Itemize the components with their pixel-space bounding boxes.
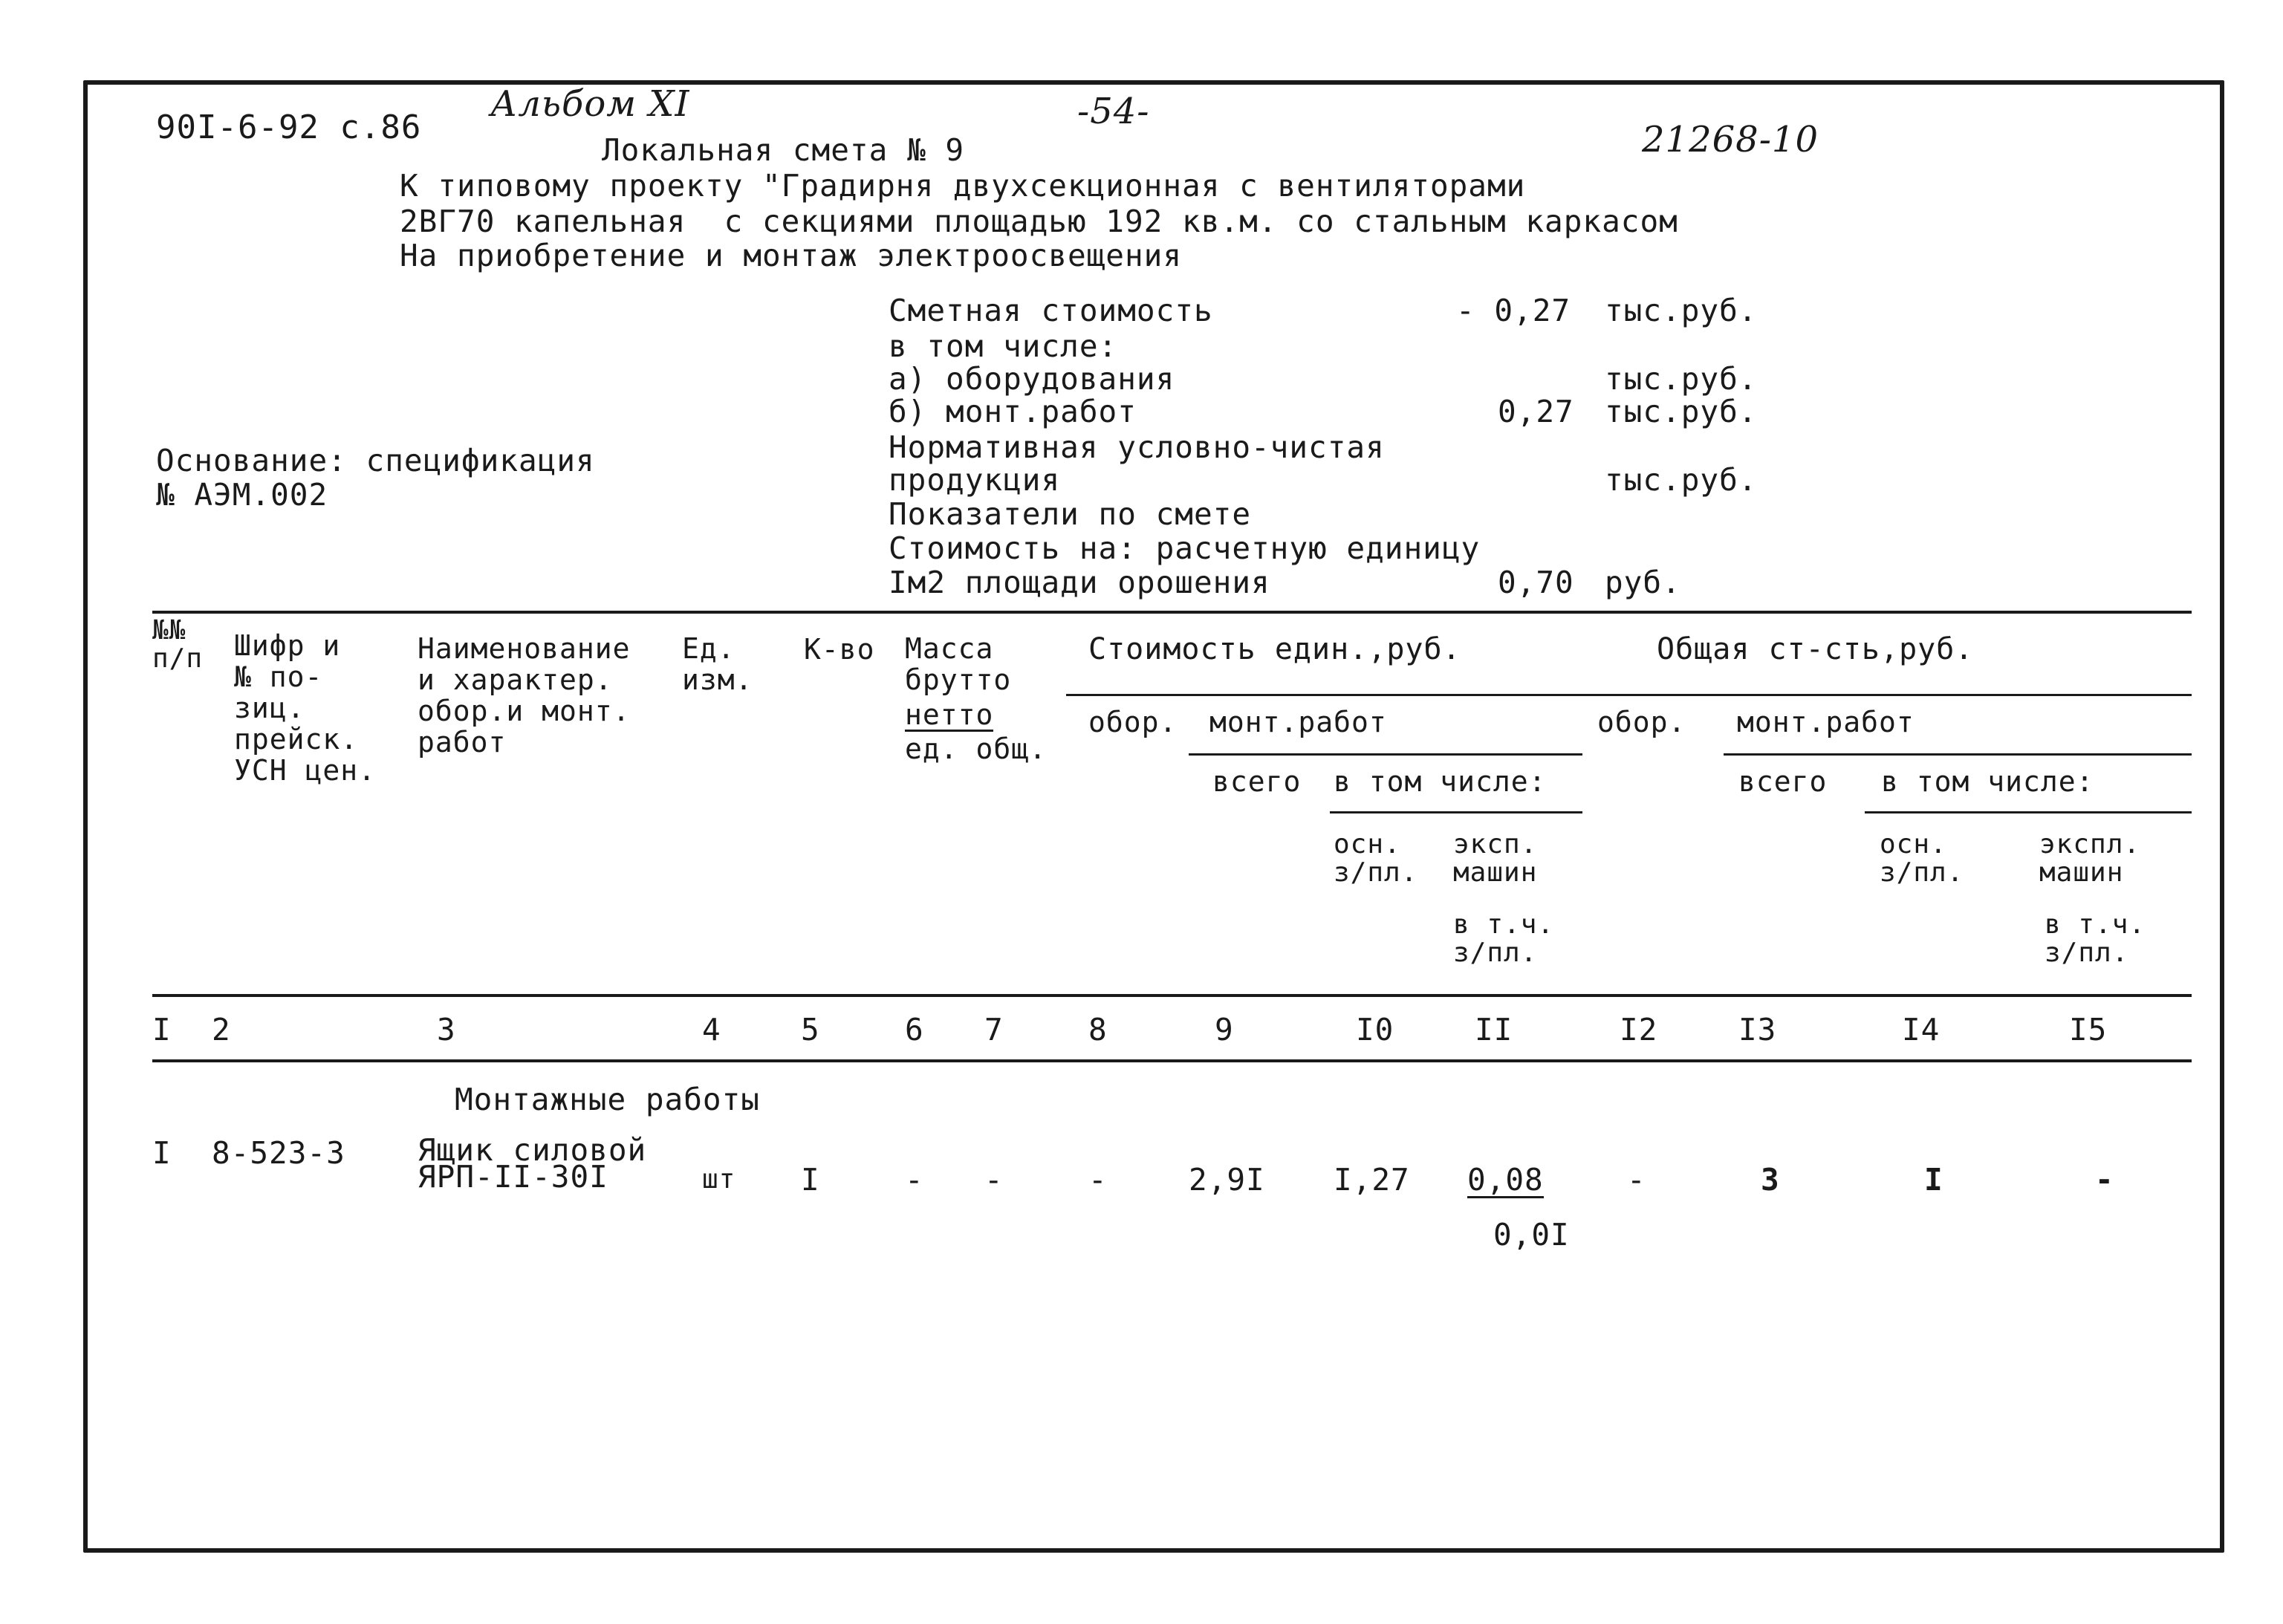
- header-rule-2b: [1724, 753, 2192, 756]
- indicators-label: Показатели по смете: [889, 496, 1251, 532]
- row-install-total: 2,9I: [1189, 1162, 1265, 1198]
- header-line-3: На приобретение и монтаж электроосвещения: [400, 238, 1183, 273]
- unit-wage-header: осн. з/пл.: [1334, 829, 1418, 888]
- table-top-rule: [152, 611, 2192, 614]
- equip-label: а) оборудования: [889, 361, 1175, 397]
- row-wage-sum: I: [1924, 1162, 1943, 1198]
- colnum-15: I5: [2069, 1012, 2108, 1048]
- cost-unit: тыс.руб.: [1605, 293, 1758, 328]
- total-all-header: всего: [1738, 765, 1828, 798]
- header-line-2: 2ВГ70 капельная с секциями площадью 192 кв.м. со стальным каркасом: [400, 204, 1678, 239]
- norm-unit: тыс.руб.: [1605, 462, 1758, 498]
- basis-line-1: Основание: спецификация: [156, 443, 595, 478]
- header-rule-1: [1066, 694, 2192, 696]
- install-value: 0,27: [1498, 394, 1574, 429]
- basis-line-2: № АЭМ.002: [156, 477, 328, 513]
- norm-label-1: Нормативная условно-чистая: [889, 429, 1385, 465]
- cost-label: Сметная стоимость: [889, 293, 1213, 328]
- header-bottom-rule: [152, 994, 2192, 997]
- total-incl-header: в том числе:: [1881, 765, 2094, 798]
- area-label: Iм2 площади орошения: [889, 565, 1270, 600]
- page-number: -54-: [1077, 91, 1150, 132]
- area-unit: руб.: [1605, 565, 1681, 600]
- unit-mach-header: эксп. машин: [1453, 829, 1538, 888]
- unit-cost-label: Стоимость на: расчетную единицу: [889, 530, 1481, 566]
- install-label: б) монт.работ: [889, 394, 1137, 429]
- header-rule-2a: [1189, 753, 1582, 756]
- row-mach-wage: 0,0I: [1493, 1217, 1570, 1253]
- album-label: Альбом XI: [490, 83, 690, 125]
- row-num: I: [152, 1135, 172, 1171]
- area-value: 0,70: [1498, 565, 1574, 600]
- colnum-14: I4: [1902, 1012, 1941, 1048]
- header-line-1: К типовому проекту "Градирня двухсекционная с вентиляторами: [400, 168, 1526, 204]
- colnum-10: I0: [1356, 1012, 1394, 1048]
- row-qty: I: [801, 1162, 820, 1198]
- total-install-header: монт.работ: [1737, 706, 1915, 738]
- unit-cost-header: Стоимость един.,руб.: [1088, 632, 1461, 666]
- colnum-4: 4: [702, 1012, 721, 1048]
- norm-label-2: продукция: [889, 462, 1061, 498]
- colnum-6: 6: [905, 1012, 924, 1048]
- colnum-9: 9: [1215, 1012, 1234, 1048]
- total-mach-wage-header: в т.ч. з/пл.: [2045, 909, 2146, 968]
- total-equip-header: обор.: [1597, 706, 1686, 738]
- unit-incl-header: в том числе:: [1334, 765, 1547, 798]
- column-numbers-rule: [152, 1059, 2192, 1062]
- col-name-header: Наименование и характер. обор.и монт. работ: [418, 632, 631, 759]
- colnum-7: 7: [984, 1012, 1004, 1048]
- install-unit: тыс.руб.: [1605, 394, 1758, 429]
- unit-mach-wage-header: в т.ч. з/пл.: [1453, 909, 1555, 968]
- row-equip-cost: -: [1088, 1162, 1108, 1198]
- estimate-title: Локальная смета № 9: [602, 132, 964, 168]
- col-unit-header: Ед. изм.: [682, 632, 753, 696]
- colnum-2: 2: [212, 1012, 231, 1048]
- header-rule-3a: [1330, 811, 1582, 813]
- col-code-header: Шифр и № по- зиц. прейск. УСН цен.: [234, 629, 377, 787]
- colnum-8: 8: [1088, 1012, 1108, 1048]
- row-name: Ящик силовой ЯРП-II-30I: [418, 1132, 647, 1195]
- including-label: в том числе:: [889, 328, 1118, 364]
- colnum-3: 3: [437, 1012, 456, 1048]
- colnum-13: I3: [1738, 1012, 1777, 1048]
- unit-equip-header: обор.: [1088, 706, 1178, 738]
- row-mach: 0,08: [1467, 1162, 1544, 1198]
- header-rule-3b: [1865, 811, 2192, 813]
- col-mass-header: Масса брутто: [905, 632, 1012, 696]
- row-wage: I,27: [1334, 1162, 1410, 1198]
- row-unit: шт: [702, 1164, 736, 1195]
- cost-value: - 0,27: [1456, 293, 1571, 328]
- total-wage-header: осн. з/пл.: [1880, 829, 1964, 888]
- section-title: Монтажные работы: [455, 1082, 760, 1117]
- row-install-sum: 3: [1761, 1162, 1780, 1198]
- unit-all-header: всего: [1212, 765, 1302, 798]
- colnum-1: I: [152, 1012, 172, 1048]
- row-mach-sum: -: [2095, 1162, 2114, 1198]
- col-mass-net: нетто: [905, 698, 994, 731]
- row-mass-unit: -: [905, 1162, 924, 1198]
- inventory-number: 21268-10: [1642, 119, 1819, 160]
- total-mach-header: экспл. машин: [2039, 829, 2141, 888]
- colnum-11: II: [1475, 1012, 1513, 1048]
- col-qty-header: К-во: [804, 633, 875, 666]
- col-number-header: №№ п/п: [152, 615, 204, 674]
- colnum-5: 5: [801, 1012, 820, 1048]
- colnum-12: I2: [1620, 1012, 1658, 1048]
- unit-install-header: монт.работ: [1209, 706, 1387, 738]
- col-mass-sub: ед. общ.: [905, 733, 1048, 765]
- project-code: 90I-6-92 с.86: [156, 108, 422, 146]
- equip-unit: тыс.руб.: [1605, 361, 1758, 397]
- total-cost-header: Общая ст-сть,руб.: [1657, 632, 1974, 666]
- row-code: 8-523-3: [212, 1135, 345, 1171]
- row-mass-total: -: [984, 1162, 1004, 1198]
- row-equip-total: -: [1627, 1162, 1646, 1198]
